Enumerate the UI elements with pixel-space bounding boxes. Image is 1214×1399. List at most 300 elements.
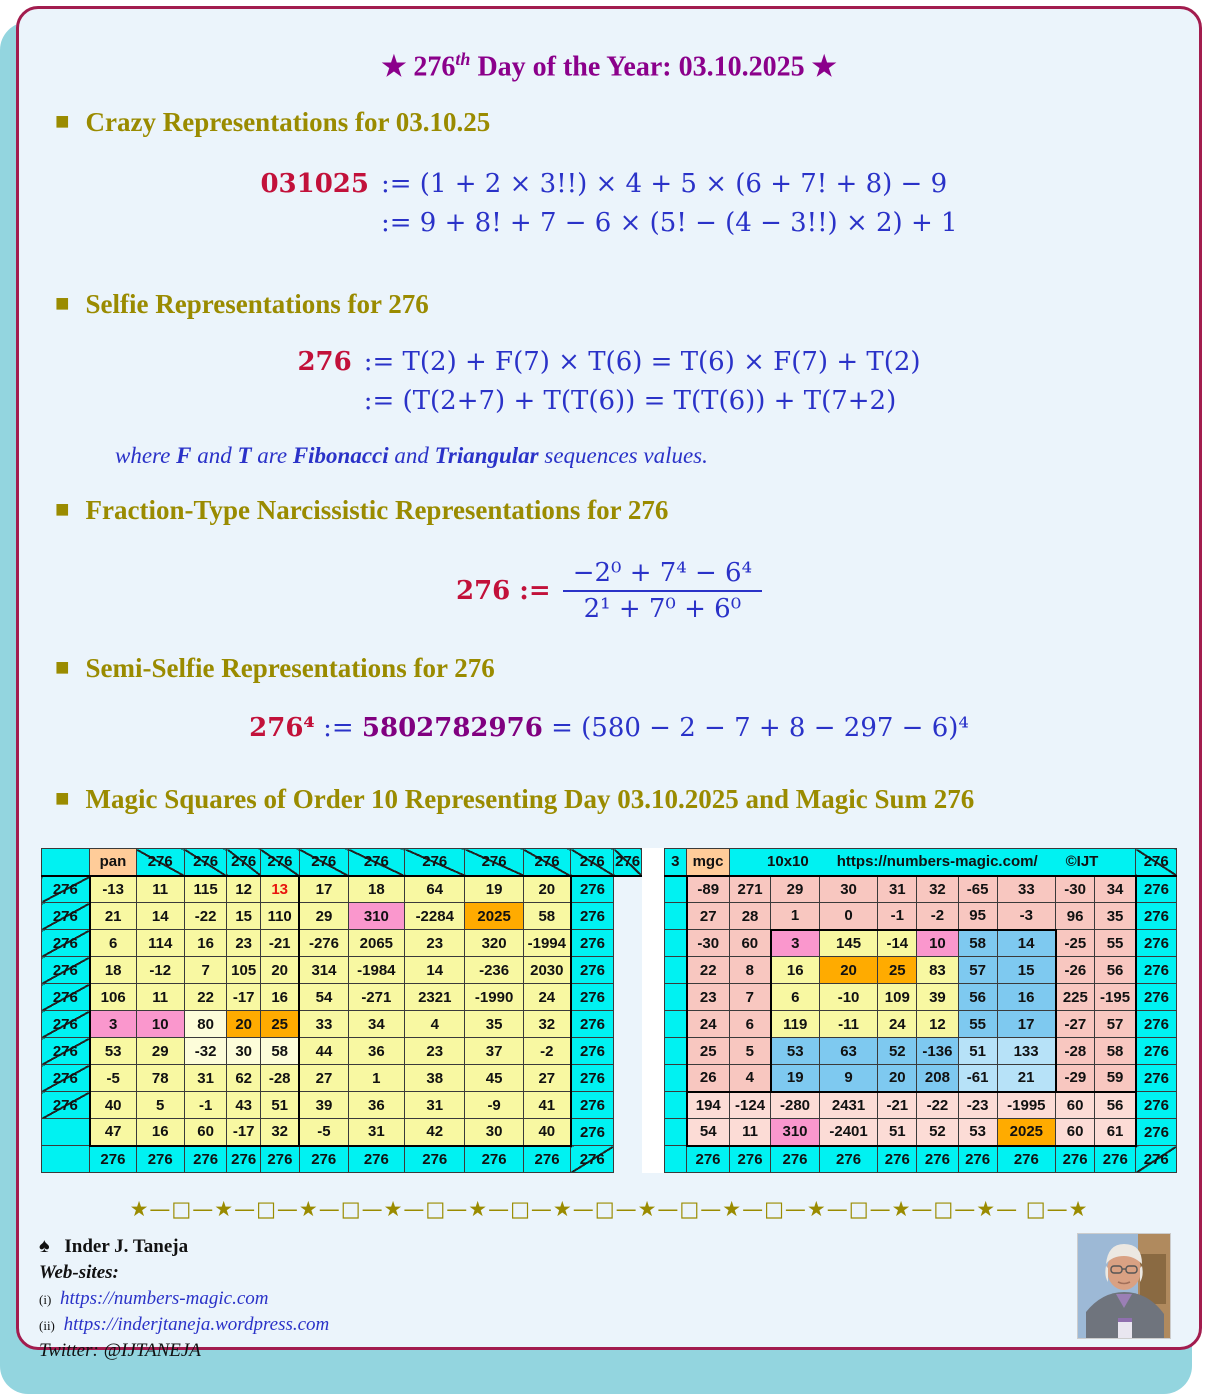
magic-cell: 0 — [819, 903, 877, 930]
spade-icon: ♠ — [39, 1235, 50, 1257]
row-sum-label: 276 — [42, 984, 90, 1011]
magic-cell: 3 — [771, 930, 820, 957]
section-heading-crazy: ■ Crazy Representations for 03.10.25 — [55, 105, 1179, 139]
magic-cell: 7 — [184, 957, 227, 984]
col-sum-footer: 276 — [523, 1146, 570, 1173]
col-sum-footer: 276 — [465, 1146, 523, 1173]
col-sum-header: 276 — [299, 849, 348, 876]
magic-cell: -5 — [299, 1119, 348, 1146]
magic-cell: 14 — [997, 930, 1055, 957]
magic-cell: 53 — [771, 1038, 820, 1065]
magic-cell: -61 — [958, 1065, 997, 1092]
magic-cell: 29 — [136, 1038, 184, 1065]
margin-cell — [664, 1038, 687, 1065]
row-sum-label: 276 — [571, 1011, 614, 1038]
magic-cell: -23 — [958, 1092, 997, 1119]
magic-cell: 40 — [523, 1119, 570, 1146]
corner-sum-label: 276 — [1136, 849, 1177, 876]
magic-cell: 119 — [771, 1011, 820, 1038]
magic-cell: 18 — [90, 957, 136, 984]
magic-cell: 57 — [1095, 1011, 1136, 1038]
formula-line: := (T(2+7) + T(T(6)) = T(T(6)) + T(7+2) — [363, 386, 897, 416]
magic-cell: 18 — [348, 876, 405, 903]
magic-cell: 59 — [1095, 1065, 1136, 1092]
magic-cell: 51 — [878, 1119, 917, 1146]
site2-link[interactable]: https://inderjtaneja.wordpress.com — [63, 1314, 330, 1335]
note-text: Fibonacci — [292, 443, 389, 468]
magic-cell: -2401 — [819, 1119, 877, 1146]
col-sum-footer: 276 — [184, 1146, 227, 1173]
magic-cell: -1990 — [465, 984, 523, 1011]
magic-cell: 271 — [729, 876, 770, 903]
margin-cell — [664, 957, 687, 984]
corner-sum-label: 276 — [1136, 1146, 1177, 1173]
site1-prefix: (i) — [39, 1292, 52, 1307]
row-sum-label: 276 — [571, 957, 614, 984]
author-info — [39, 1233, 1077, 1364]
magic-cell: 47 — [90, 1119, 136, 1146]
magic-cell: 106 — [90, 984, 136, 1011]
magic-cell: -12 — [136, 957, 184, 984]
magic-cell: 11 — [136, 876, 184, 903]
magic-cell: 52 — [878, 1038, 917, 1065]
magic-cell: 11 — [136, 984, 184, 1011]
magic-cell: 13 — [260, 876, 299, 903]
fraction-numerator: −2⁰ + 7⁴ − 6⁴ — [563, 556, 762, 592]
corner-cell — [42, 1146, 90, 1173]
magic-cell: -30 — [687, 930, 730, 957]
magic-cell: 16 — [997, 984, 1055, 1011]
magic-cell: 105 — [227, 957, 260, 984]
magic-cell: 42 — [405, 1119, 465, 1146]
magic-cell: 60 — [1056, 1119, 1095, 1146]
magic-cell: 60 — [729, 930, 770, 957]
magic-cell: 225 — [1056, 984, 1095, 1011]
magic-cell: 30 — [465, 1119, 523, 1146]
magic-cell: 55 — [958, 1011, 997, 1038]
magic-cell: -3 — [997, 903, 1055, 930]
pan-label: pan — [90, 849, 136, 876]
magic-cell: -5 — [90, 1065, 136, 1092]
magic-cell: 2025 — [997, 1119, 1055, 1146]
section-heading-magic: ■ Magic Squares of Order 10 Representing Day 03.10.2025 and Magic Sum 276 — [55, 782, 1179, 816]
row-sum-label: 276 — [42, 930, 90, 957]
magic-cell: 27 — [523, 1065, 570, 1092]
magic-cell: 14 — [405, 957, 465, 984]
table-url: https://numbers-magic.com/ — [836, 853, 1038, 871]
magic-cell: 27 — [687, 903, 730, 930]
magic-cell: 38 — [405, 1065, 465, 1092]
col-sum-header: 276 — [465, 849, 523, 876]
magic-cell: 17 — [997, 1011, 1055, 1038]
star-icon: ★ — [811, 51, 837, 83]
magic-cell: -27 — [1056, 1011, 1095, 1038]
formula-lhs: 276 := — [455, 576, 551, 606]
star-icon: ★ — [381, 51, 407, 83]
magic-cell: 15 — [997, 957, 1055, 984]
magic-cell: 28 — [729, 903, 770, 930]
magic-cell: -1 — [878, 903, 917, 930]
star-separator: ★—□—★—□—★—□—★—□—★—□—★—□—★—□—★—□—★—□—★—□—★— □—★ — [129, 1197, 1089, 1221]
magic-cell: 4 — [729, 1065, 770, 1092]
magic-cell: 22 — [687, 957, 730, 984]
selfie-formula — [297, 343, 920, 421]
magic-cell: 31 — [878, 876, 917, 903]
magic-cell: 2321 — [405, 984, 465, 1011]
note-text: where — [115, 443, 177, 468]
magic-cell: 39 — [917, 984, 958, 1011]
magic-cell: 24 — [687, 1011, 730, 1038]
footer — [39, 1233, 1179, 1364]
row-sum-label: 276 — [42, 1092, 90, 1119]
magic-cell: 43 — [227, 1092, 260, 1119]
col-sum-footer: 276 — [729, 1146, 770, 1173]
magic-cell: 55 — [1095, 930, 1136, 957]
section-heading-fraction: ■ Fraction-Type Narcissistic Representations for 276 — [55, 493, 1179, 527]
magic-cell: 32 — [260, 1119, 299, 1146]
note-text: and — [191, 443, 238, 468]
magic-cell: -22 — [917, 1092, 958, 1119]
magic-cell: 145 — [819, 930, 877, 957]
row-sum-label: 276 — [1136, 984, 1177, 1011]
magic-cell: 3 — [90, 1011, 136, 1038]
col-sum-footer: 276 — [819, 1146, 877, 1173]
magic-cell: 133 — [997, 1038, 1055, 1065]
row-sum-label: 276 — [42, 1065, 90, 1092]
magic-cell: -65 — [958, 876, 997, 903]
col-sum-footer: 276 — [260, 1146, 299, 1173]
magic-cell: 58 — [260, 1038, 299, 1065]
col-sum-footer: 276 — [771, 1146, 820, 1173]
page-card — [16, 6, 1202, 1361]
magic-cell: 15 — [227, 903, 260, 930]
selfie-note — [115, 443, 1179, 471]
magic-cell: 31 — [184, 1065, 227, 1092]
row-sum-label: 276 — [1136, 1119, 1177, 1146]
margin-cell — [664, 930, 687, 957]
magic-cell: 40 — [90, 1092, 136, 1119]
col-sum-footer: 276 — [1056, 1146, 1095, 1173]
row-sum-label: 276 — [1136, 1065, 1177, 1092]
note-text: are — [251, 443, 293, 468]
magic-cell: -28 — [260, 1065, 299, 1092]
fraction — [563, 556, 762, 626]
note-text: F — [176, 443, 192, 468]
magic-squares — [39, 848, 1179, 1173]
table-gap — [642, 848, 663, 1173]
magic-cell: -136 — [917, 1038, 958, 1065]
magic-cell: 54 — [687, 1119, 730, 1146]
magic-cell: -1994 — [523, 930, 570, 957]
site1-link[interactable]: https://numbers-magic.com — [60, 1288, 269, 1309]
magic-cell: -1995 — [997, 1092, 1055, 1119]
magic-cell: 51 — [958, 1038, 997, 1065]
row-sum-label: 276 — [42, 903, 90, 930]
magic-cell: 21 — [997, 1065, 1055, 1092]
magic-cell: 60 — [184, 1119, 227, 1146]
magic-cell: 25 — [687, 1038, 730, 1065]
magic-cell: 96 — [1056, 903, 1095, 930]
magic-cell: -9 — [465, 1092, 523, 1119]
row-sum-label: 276 — [42, 1038, 90, 1065]
magic-cell: -21 — [878, 1092, 917, 1119]
fraction-formula — [39, 543, 1179, 639]
magic-cell: 34 — [348, 1011, 405, 1038]
crazy-formula — [260, 165, 957, 243]
page-title: ★ 276th Day of the Year: 03.10.2025 ★ — [381, 49, 837, 83]
col-sum-footer: 276 — [90, 1146, 136, 1173]
formula-line: := T(2) + F(7) × T(6) = T(6) × F(7) + T(2) — [363, 347, 921, 377]
margin-cell — [664, 1119, 687, 1146]
square-bullet-icon: ■ — [55, 497, 70, 523]
magic-cell: -32 — [184, 1038, 227, 1065]
formula-lhs: 276 — [297, 347, 352, 377]
magic-cell: 110 — [260, 903, 299, 930]
col-sum-footer: 276 — [227, 1146, 260, 1173]
magic-cell: 37 — [465, 1038, 523, 1065]
magic-cell: -28 — [1056, 1038, 1095, 1065]
margin-cell — [664, 1092, 687, 1119]
magic-cell: 58 — [523, 903, 570, 930]
magic-cell: 9 — [819, 1065, 877, 1092]
formula-lhs: 276⁴ — [249, 713, 315, 743]
magic-cell: 56 — [958, 984, 997, 1011]
row-sum-label: 276 — [1136, 957, 1177, 984]
magic-cell: -1 — [184, 1092, 227, 1119]
square-bullet-icon: ■ — [55, 109, 70, 135]
magic-cell: 56 — [1095, 957, 1136, 984]
magic-cell: 30 — [819, 876, 877, 903]
magic-cell: 8 — [729, 957, 770, 984]
magic-cell: 6 — [729, 1011, 770, 1038]
col-sum-footer: 276 — [917, 1146, 958, 1173]
magic-cell: 34 — [1095, 876, 1136, 903]
section-heading-selfie: ■ Selfie Representations for 276 — [55, 287, 1179, 321]
magic-cell: 95 — [958, 903, 997, 930]
magic-cell: -14 — [878, 930, 917, 957]
col-sum-header: 276 — [184, 849, 227, 876]
magic-cell: -2284 — [405, 903, 465, 930]
note-text: and — [388, 443, 435, 468]
magic-cell: 53 — [958, 1119, 997, 1146]
margin-cell — [664, 876, 687, 903]
magic-cell: 29 — [299, 903, 348, 930]
magic-cell: -29 — [1056, 1065, 1095, 1092]
table-title-cell — [729, 849, 1136, 876]
magic-cell: 20 — [523, 876, 570, 903]
square-bullet-icon: ■ — [55, 786, 70, 812]
corner-cell: 3 — [664, 849, 687, 876]
magic-cell: 109 — [878, 984, 917, 1011]
magic-cell: 41 — [523, 1092, 570, 1119]
magic-cell: 25 — [878, 957, 917, 984]
col-sum-footer: 276 — [997, 1146, 1055, 1173]
magic-cell: 1 — [771, 903, 820, 930]
magic-cell: 23 — [687, 984, 730, 1011]
magic-cell: 12 — [917, 1011, 958, 1038]
magic-cell: 27 — [299, 1065, 348, 1092]
magic-cell: 33 — [997, 876, 1055, 903]
magic-cell: 25 — [260, 1011, 299, 1038]
magic-cell: 33 — [299, 1011, 348, 1038]
magic-cell: 58 — [958, 930, 997, 957]
section-heading-semiselfie: ■ Semi-Selfie Representations for 276 — [55, 651, 1179, 685]
magic-cell: 23 — [227, 930, 260, 957]
websites-label: Web-sites: — [39, 1262, 119, 1283]
col-sum-header: 276 — [523, 849, 570, 876]
magic-cell: 45 — [465, 1065, 523, 1092]
magic-cell: 20 — [227, 1011, 260, 1038]
magic-cell: 2431 — [819, 1092, 877, 1119]
magic-cell: -89 — [687, 876, 730, 903]
magic-cell: 16 — [184, 930, 227, 957]
corner-sum-label: 276 — [571, 1146, 614, 1173]
magic-cell: 32 — [917, 876, 958, 903]
col-sum-footer: 276 — [958, 1146, 997, 1173]
corner-cell — [664, 1146, 687, 1173]
margin-cell — [664, 1065, 687, 1092]
magic-cell: 24 — [878, 1011, 917, 1038]
magic-cell: 16 — [771, 957, 820, 984]
magic-cell: -13 — [90, 876, 136, 903]
magic-cell: 6 — [771, 984, 820, 1011]
fraction-denominator: 2¹ + 7⁰ + 6⁰ — [583, 594, 742, 624]
magic-cell: 63 — [819, 1038, 877, 1065]
row-sum-label: 276 — [1136, 930, 1177, 957]
row-sum-label: 276 — [571, 984, 614, 1011]
col-sum-header: 276 — [136, 849, 184, 876]
magic-cell: -22 — [184, 903, 227, 930]
magic-cell: 20 — [260, 957, 299, 984]
magic-cell: 54 — [299, 984, 348, 1011]
magic-cell: 22 — [184, 984, 227, 1011]
magic-cell: -1984 — [348, 957, 405, 984]
row-sum-label: 276 — [1136, 903, 1177, 930]
magic-cell: 58 — [1095, 1038, 1136, 1065]
margin-cell — [664, 984, 687, 1011]
formula-lhs: 031025 — [260, 169, 369, 199]
row-sum-label: 276 — [1136, 1011, 1177, 1038]
margin-cell — [664, 1011, 687, 1038]
magic-cell: 12 — [227, 876, 260, 903]
magic-cell: -236 — [465, 957, 523, 984]
author-photo — [1077, 1233, 1171, 1339]
magic-cell: -271 — [348, 984, 405, 1011]
magic-cell: 23 — [405, 930, 465, 957]
row-sum-label: 276 — [571, 1065, 614, 1092]
magic-cell: 14 — [136, 903, 184, 930]
magic-cell: 320 — [465, 930, 523, 957]
magic-cell: 314 — [299, 957, 348, 984]
formula-line: := (1 + 2 × 3!!) × 4 + 5 × (6 + 7! + 8) − 9 — [380, 169, 948, 199]
magic-cell: 51 — [260, 1092, 299, 1119]
magic-cell: 194 — [687, 1092, 730, 1119]
magic-cell: 39 — [299, 1092, 348, 1119]
magic-cell: 29 — [771, 876, 820, 903]
magic-cell: 35 — [1095, 903, 1136, 930]
magic-cell: 52 — [917, 1119, 958, 1146]
note-text: sequences values. — [538, 443, 708, 468]
magic-cell: 26 — [687, 1065, 730, 1092]
formula-value: 5802782976 — [361, 713, 543, 743]
magic-cell: 16 — [136, 1119, 184, 1146]
magic-cell: 5 — [729, 1038, 770, 1065]
magic-cell: -2 — [523, 1038, 570, 1065]
col-sum-header: 276 — [227, 849, 260, 876]
col-sum-header: 276 — [260, 849, 299, 876]
magic-cell: 32 — [523, 1011, 570, 1038]
col-sum-header: 276 — [405, 849, 465, 876]
row-sum-label: 276 — [42, 1011, 90, 1038]
magic-cell: 61 — [1095, 1119, 1136, 1146]
magic-cell: -11 — [819, 1011, 877, 1038]
magic-cell: 78 — [136, 1065, 184, 1092]
magic-cell: 31 — [348, 1119, 405, 1146]
magic-cell: 310 — [348, 903, 405, 930]
right-magic-square — [664, 848, 1177, 1173]
col-sum-header: 276 — [348, 849, 405, 876]
magic-cell: 19 — [771, 1065, 820, 1092]
magic-cell: 17 — [299, 876, 348, 903]
magic-cell: -26 — [1056, 957, 1095, 984]
magic-cell: 83 — [917, 957, 958, 984]
magic-cell: -195 — [1095, 984, 1136, 1011]
magic-cell: 80 — [184, 1011, 227, 1038]
col-sum-header: 276 — [571, 849, 614, 876]
col-sum-footer: 276 — [299, 1146, 348, 1173]
magic-cell: 30 — [227, 1038, 260, 1065]
size-label: 10x10 — [767, 853, 809, 871]
twitter-handle: Twitter: @IJTANEJA — [39, 1340, 201, 1361]
magic-cell: 2030 — [523, 957, 570, 984]
magic-cell: 56 — [1095, 1092, 1136, 1119]
magic-cell: 115 — [184, 876, 227, 903]
row-sum-label: 276 — [571, 1092, 614, 1119]
magic-cell: 6 — [90, 930, 136, 957]
margin-cell — [664, 903, 687, 930]
magic-cell: 62 — [227, 1065, 260, 1092]
magic-cell: 7 — [729, 984, 770, 1011]
magic-cell: 16 — [260, 984, 299, 1011]
author-name: ♠ Inder J. Taneja — [39, 1235, 189, 1257]
magic-cell: 310 — [771, 1119, 820, 1146]
magic-cell: 60 — [1056, 1092, 1095, 1119]
col-sum-footer: 276 — [1095, 1146, 1136, 1173]
magic-cell: 36 — [348, 1038, 405, 1065]
magic-cell: 31 — [405, 1092, 465, 1119]
formula-line: = (580 − 2 − 7 + 8 − 297 − 6)⁴ — [542, 713, 969, 743]
row-sum-label: 276 — [571, 903, 614, 930]
square-bullet-icon: ■ — [55, 291, 70, 317]
copyright-label: ©IJT — [1065, 853, 1099, 871]
magic-cell: 19 — [465, 876, 523, 903]
magic-cell: 35 — [465, 1011, 523, 1038]
row-sum-label: 276 — [571, 930, 614, 957]
magic-cell: -10 — [819, 984, 877, 1011]
magic-cell: 208 — [917, 1065, 958, 1092]
magic-cell: 44 — [299, 1038, 348, 1065]
note-text: Triangular — [434, 443, 539, 468]
col-sum-footer: 276 — [687, 1146, 730, 1173]
corner-sum-label: 276 — [614, 849, 642, 876]
square-bullet-icon: ■ — [55, 655, 70, 681]
magic-cell: 114 — [136, 930, 184, 957]
magic-cell: 1 — [348, 1065, 405, 1092]
magic-cell: 23 — [405, 1038, 465, 1065]
col-sum-footer: 276 — [405, 1146, 465, 1173]
note-text: T — [237, 443, 252, 468]
magic-cell: -21 — [260, 930, 299, 957]
